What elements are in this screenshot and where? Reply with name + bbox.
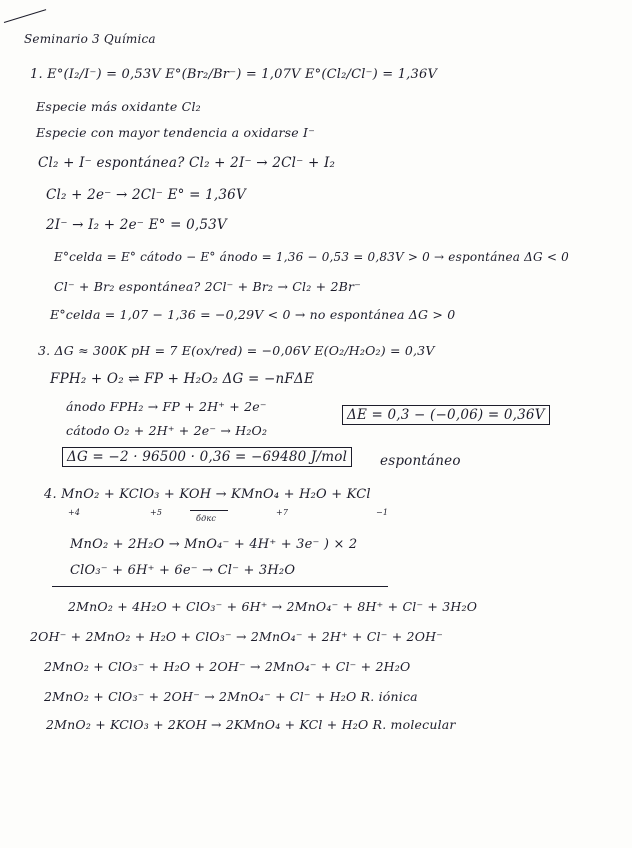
koh-underline — [190, 510, 228, 511]
line-p4-half1: MnO₂ + 2H₂O → MnO₄⁻ + 4H⁺ + 3e⁻ ) × 2 — [70, 537, 358, 552]
ox-state-cl-reactant: +5 — [150, 508, 163, 517]
line-p3-catodo: cátodo O₂ + 2H⁺ + 2e⁻ → H₂O₂ — [66, 423, 268, 438]
line-p1-q1: Cl₂ + I⁻ espontánea? Cl₂ + 2I⁻ → 2Cl⁻ + I₂ — [38, 155, 336, 171]
line-p4-sum3: 2MnO₂ + ClO₃⁻ + H₂O + 2OH⁻ → 2MnO₄⁻ + Cl⁻ + 2H₂O — [44, 659, 411, 674]
line-p4-ionica: 2MnO₂ + ClO₃⁻ + 2OH⁻ → 2MnO₄⁻ + Cl⁻ + H₂O R. iónica — [44, 689, 418, 704]
line-p1-potentials: 1. E°(I₂/I⁻) = 0,53V E°(Br₂/Br⁻) = 1,07V E°(Cl₂/Cl⁻) = 1,36V — [30, 67, 438, 82]
sum-rule — [52, 586, 388, 587]
line-p4-sum2: 2OH⁻ + 2MnO₂ + H₂O + ClO₃⁻ → 2MnO₄⁻ + 2H⁺ + Cl⁻ + 2OH⁻ — [30, 629, 444, 644]
line-p4-equation: 4. MnO₂ + KClO₃ + KOH → KMnO₄ + H₂O + KCl — [44, 487, 371, 502]
koh-note: бдкс — [196, 514, 217, 523]
line-p3-header: 3. ΔG ≈ 300K pH = 7 E(ox/red) = −0,06V E(O₂/H₂O₂) = 0,3V — [38, 343, 435, 358]
ox-state-mn-reactant: +4 — [68, 508, 81, 517]
line-p3-delta-g — [62, 448, 352, 466]
line-p1-ecelda2: E°celda = 1,07 − 1,36 = −0,29V < 0 → no espontánea ΔG > 0 — [50, 307, 456, 322]
line-p4-sum1: 2MnO₂ + 4H₂O + ClO₃⁻ + 6H⁺ → 2MnO₄⁻ + 8H⁺ + Cl⁻ + 3H₂O — [68, 599, 478, 614]
line-p4-molecular: 2MnO₂ + KClO₃ + 2KOH → 2KMnO₄ + KCl + H₂O R. molecular — [46, 717, 456, 732]
line-p3-reaction: FPH₂ + O₂ ⇌ FP + H₂O₂ ΔG = −nFΔE — [50, 371, 315, 387]
ox-state-cl-product: −1 — [376, 508, 389, 517]
line-p1-oxidarse: Especie con mayor tendencia a oxidarse I⁻ — [36, 125, 315, 140]
delta-e-box: ΔE = 0,3 − (−0,06) = 0,36V — [342, 405, 550, 425]
line-p1-ecelda1: E°celda = E° cátodo − E° ánodo = 1,36 − 0,53 = 0,83V > 0 → espontánea ΔG < 0 — [54, 250, 569, 264]
pen-stroke-mark — [4, 9, 46, 23]
line-p1-q2: Cl⁻ + Br₂ espontánea? 2Cl⁻ + Br₂ → Cl₂ + 2Br⁻ — [54, 279, 361, 294]
line-p3-espontaneo: espontáneo — [380, 453, 461, 469]
line-p3-delta-e — [342, 406, 550, 424]
line-p1-oxidante: Especie más oxidante Cl₂ — [36, 99, 201, 114]
line-p4-half2: ClO₃⁻ + 6H⁺ + 6e⁻ → Cl⁻ + 3H₂O — [70, 563, 296, 578]
line-p1-half1: Cl₂ + 2e⁻ → 2Cl⁻ E° = 1,36V — [46, 187, 246, 203]
ox-state-mn-product: +7 — [276, 508, 289, 517]
line-p1-half2: 2I⁻ → I₂ + 2e⁻ E° = 0,53V — [46, 217, 227, 233]
line-p3-anodo: ánodo FPH₂ → FP + 2H⁺ + 2e⁻ — [66, 399, 267, 414]
page-title: Seminario 3 Química — [24, 32, 156, 46]
delta-g-box: ΔG = −2 · 96500 · 0,36 = −69480 J/mol — [62, 447, 352, 467]
